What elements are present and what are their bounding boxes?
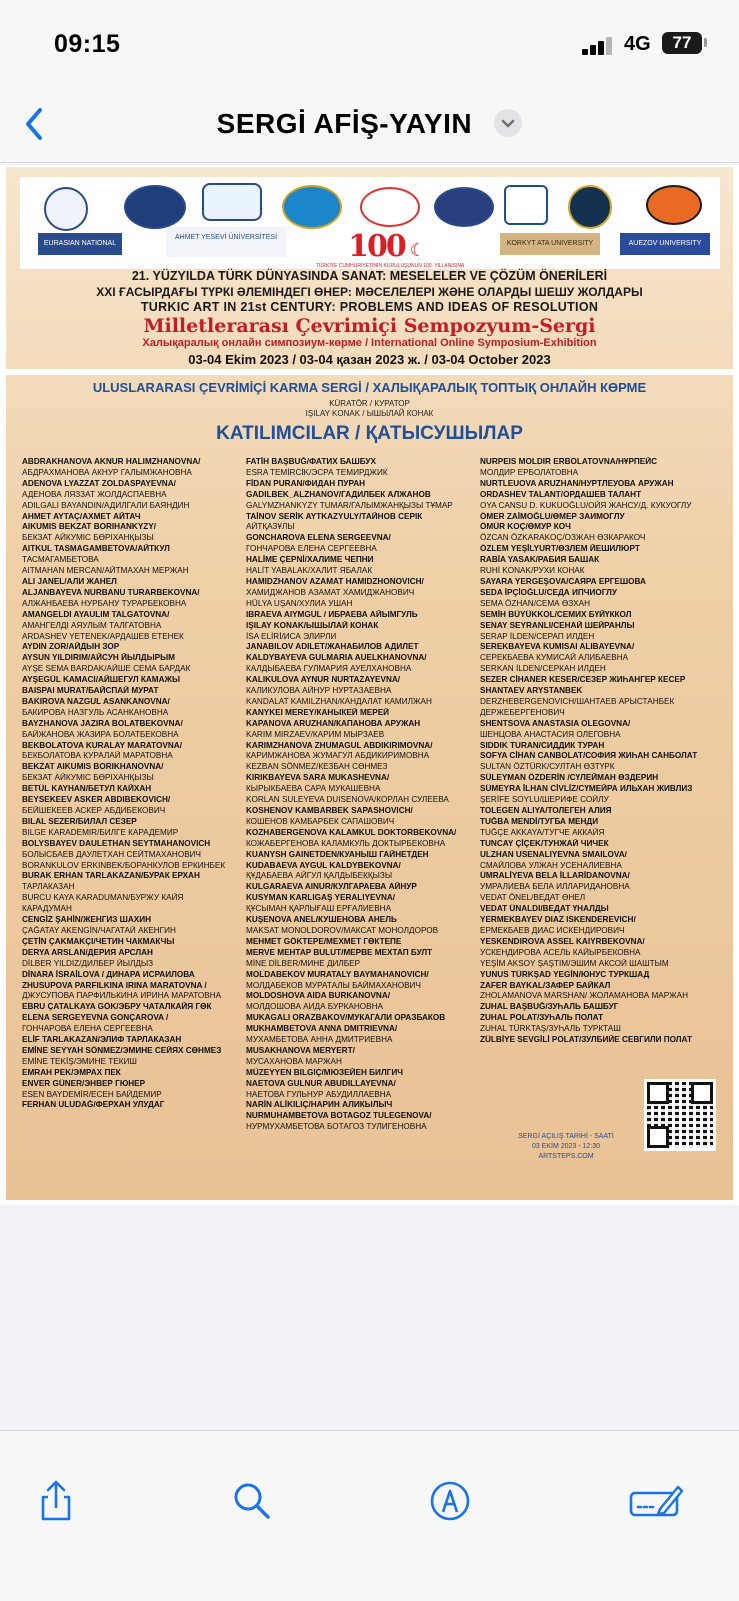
participant-line: КОЖАБЕРГЕНОВА КАЛАМКУЛЬ ДОКТЫРБЕКОВНА xyxy=(246,838,446,848)
participant-line: FİDAN PURAN/ФИДАН ПУРАН xyxy=(246,478,366,488)
participant-line: NARİN ALİKILIÇ/НАРИН АЛИКЫЛЫЧ xyxy=(246,1100,393,1110)
participant-line: ЕРМЕКБАЕВ ДИАС ИСКЕНДИРОВИЧ xyxy=(480,925,625,935)
participant-line: УСКЕНДИРОВА АСЕЛЬ КАЙЫРБЕКОВНА xyxy=(480,947,641,957)
participant-line: BAKIROVA NAZGUL ASANKANOVNA/ xyxy=(22,696,170,706)
participant-line: IBRAEVA AIYMGUL / ИБРАЕВА АЙЫМГУЛЬ xyxy=(246,609,418,619)
auezov-university-logo: AUEZOV UNIVERSITY xyxy=(620,233,710,255)
status-bar xyxy=(0,0,739,90)
battery-icon xyxy=(662,32,702,54)
participant-line: SERAP İLDEN/СЕРАП ИЛДЕН xyxy=(480,631,595,641)
network-type: 4G xyxy=(624,33,651,55)
participant-line: ҚҰСЫМАН ҚАРЛЫҒАШ ЕРҒАЛИЕВНА xyxy=(246,904,392,914)
participant-line: FATİH BAŞBUĞ/ФАТИХ БАШБУХ xyxy=(246,457,376,466)
participant-line: DİLBER YILDIZ/ДИЛБЕР ЙЫЛДЫЗ xyxy=(22,958,154,968)
participant-line: ABDRAKHANOVA AKNUR HALIMZHANOVNA/ xyxy=(22,457,201,466)
participant-line: RABİA YASAK/РАБИЯ БАШАК xyxy=(480,555,600,565)
opening-info-line: 03 EKİM 2023 - 12:30 xyxy=(531,1143,601,1150)
participant-line: ENVER GÜNER/ЭНВЕР ГЮНЕР xyxy=(22,1078,146,1088)
participant-line: ШЕНЦОВА АНАСТАСИЯ ОЛЕГОВНА xyxy=(480,729,621,739)
opening-info xyxy=(506,1132,626,1162)
participant-line: КАЛИКУЛОВА АЙНУР НУРТАЗАЕВНА xyxy=(246,686,392,696)
participant-line: KORLAN SULEYEVA DUISENOVA/КОРЛАН СУЛЕЕВА xyxy=(246,795,449,805)
participant-line: ДЖУСУПОВА ПАРФИЛЬКИНА ИРИНА МАРАТОВНА xyxy=(22,991,222,1001)
participant-line: KALIKULOVA AYNUR NURTAZAYEVNA/ xyxy=(246,675,401,685)
participant-line: KOZHABERGENOVA KALAMKUL DOKTORBEKOVNA/ xyxy=(246,827,457,837)
participant-line: АЙТҚАЗҰЛЫ xyxy=(246,522,295,532)
ahmet-yesevi-label: AHMET YESEVİ ÜNİVERSİTESİ xyxy=(166,227,286,257)
participant-line: SEZER CİHANER KESER/СЕЗЕР ЖИҺАНГЕР КЕСЕР xyxy=(480,675,686,685)
participant-line: KULGARAEVA AINUR/КУЛГАРАЕВА АЙНУР xyxy=(246,882,417,892)
participant-line: KUŞENOVA ANEL/КУШЕНОВА АНЕЛЬ xyxy=(246,915,397,925)
participant-line: İSA ELİRİ/ИСА ЭЛИРЛИ xyxy=(246,631,337,641)
participant-line: TUNCAY ÇİÇEK/ТУНЖАЙ ЧИЧЕК xyxy=(480,838,609,848)
korkyt-ata-label: KORKYT ATA UNIVERSITY xyxy=(500,233,600,255)
participant-line: ÜMRALİYEVA BELA İLLARİDANOVNA/ xyxy=(480,871,630,881)
centenary-emblem: 100 ☾ xyxy=(348,229,426,264)
participant-line: SOFYA CİHAN CANBOLAT/СОФИЯ ЖИҺАН САНБОЛАТ xyxy=(480,751,698,761)
participant-line: СЕРЕКБАЕВА КУМИСАЙ АЛИБАЕВНА xyxy=(480,653,629,663)
participant-line: SÜMEYRA İLHAN CİVLİZ/СҮМЕЙРА ИЛЬХАН ЖИВЛИЗ xyxy=(480,784,693,794)
participant-line: ÖZLEM YEŞİLYURT/ӨЗЛЕМ ЙЕШИЛЮРТ xyxy=(480,544,640,554)
participants-column-3 xyxy=(480,457,724,1046)
participant-line: SEMİH BÜYÜKKOL/СЕМИХ БҮЙҮККОЛ xyxy=(480,609,632,619)
participant-line: SEDA İPÇİOĞLU/СЕДА ИПЧИОГЛУ xyxy=(480,587,618,597)
participant-line: KEZBAN SÖNMEZ/КЕЗБАН СӨНМЕЗ xyxy=(246,762,388,772)
participant-line: KUDABAEVA AYGUL KALDYBEKOVNA/ xyxy=(246,860,401,870)
participant-line: GONCHAROVA ELENA SERGEEVNA/ xyxy=(246,533,391,543)
annotate-button[interactable] xyxy=(628,1479,684,1523)
divider xyxy=(6,369,733,375)
participant-line: BILAL SEZER/БИЛАЛ СЕЗЕР xyxy=(22,816,137,826)
exhibition-heading: ULUSLARARASI ÇEVRİMİÇİ KARMA SERGİ / ХАЛЫҚАРАЛЫҚ ТОПТЫҚ ОНЛАЙН КӨРМЕ xyxy=(92,380,647,395)
eurasian-university-logo: EURASIAN NATIONAL UNIVERSITY xyxy=(38,233,122,255)
participant-line: ELİF TARLAKAZAN/ЭЛИФ ТАРЛАКАЗАН xyxy=(22,1035,182,1045)
participant-line: EMRAH PEK/ЭМРАХ ПЕК xyxy=(22,1067,121,1077)
participant-line: YUNUS TÜRKŞAD YEGİN/ЮНУС ТУРКШАД xyxy=(480,969,650,979)
participant-line: ESRA TEMİRCİK/ЭСРА ТЕМИРДЖИК xyxy=(246,467,388,477)
participant-line: NURPEIS MOLDIR ERBOLATOVNA/НҰРПЕЙС xyxy=(480,457,658,466)
participant-line: SHANTAEV ARYSTANBEK xyxy=(480,686,583,696)
participant-line: KALDYBAYEVA GULMARIA AUELKHANOVNA/ xyxy=(246,653,427,663)
participant-line: MOLDABEKOV MURATALY BAYMAHANOVICH/ xyxy=(246,969,429,979)
participant-line: НУРМУХАМБЕТОВА БОТАГОЗ ТУЛИГЕНОВНА xyxy=(246,1122,427,1132)
participant-line: BURCU KAYA KARADUMAN/БУРЖУ КАЙЯ xyxy=(22,893,184,903)
participant-line: VEDAT ÖNEL/ВЕДАТ ӨНЕЛ xyxy=(480,893,586,903)
participant-line: HÜLYA UŞAN/ХУЛИА УШАН xyxy=(246,598,353,608)
emblem-logo-icon xyxy=(282,185,342,229)
participant-line: MUKAGALI ORAZBAKOV/МУКАГАЛИ ОРАЗБАКОВ xyxy=(246,1013,446,1023)
participant-line: JANABILOV ADILET/ЖАНАБИЛОВ АДИЛЕТ xyxy=(246,642,419,652)
university-logo-icon xyxy=(124,185,186,229)
battery-tip xyxy=(704,38,707,47)
participant-line: KARIM MIRZAEV/КАРИМ МЫРЗАЕВ xyxy=(246,729,385,739)
chevron-down-icon xyxy=(494,109,522,137)
participant-line: ZHOLAMANOVA MARSHAN/ ЖОЛАМАНОВА МАРЖАН xyxy=(480,991,689,1001)
search-icon xyxy=(230,1479,274,1523)
participant-line: МОЛДАБЕКОВ МУРАТАЛЫ БАЙМАХАНОВИЧ xyxy=(246,980,421,990)
participant-line: GALYMZHANKYZY TUMAR/ГАЛЫМЖАНҚЫЗЫ ТҰМАР xyxy=(246,500,453,510)
participant-line: МОЛДОШОВА АИДА БУРКАНОВНА xyxy=(246,1002,383,1012)
participant-line: AIKUMIS BEKZAT BORIHANKYZY/ xyxy=(22,522,157,532)
participants-column-1 xyxy=(22,457,244,1111)
participant-line: ELENA SERGEYEVNA GONÇAROVA / xyxy=(22,1013,169,1023)
markup-button[interactable] xyxy=(428,1479,472,1523)
participant-line: ZUHAL POLAT/ЗУҺАЛЬ ПОЛАТ xyxy=(480,1013,604,1023)
participant-line: SÜLEYMAN ÖZDERİN /СҮЛЕЙМАН ӨЗДЕРИН xyxy=(480,773,659,783)
page-title: SERGİ AFİŞ-YAYIN xyxy=(216,108,473,139)
participant-line: DERYA ARSLAN/ДЕРИЯ АРСЛАН xyxy=(22,947,153,957)
participant-line: AYDIN ZOR/АЙДЫН ЗОР xyxy=(22,642,120,652)
participant-line: TUĞBA MENDİ/ТУГБА МЕНДИ xyxy=(480,816,599,826)
participant-line: AHMET AYTAÇ/АХМЕТ АЙТАЧ xyxy=(22,511,141,521)
participant-line: DİNARA İSRAİLOVA / ДИНАРА ИСРАИЛОВА xyxy=(22,969,195,979)
participant-line: NAETOVA GULNUR ABUDILLAYEVNA/ xyxy=(246,1078,396,1088)
university-logo-icon xyxy=(44,187,88,231)
participant-line: КАЛДЫБАЕВА ГУЛМАРИЯ АУЕЛХАНОВНА xyxy=(246,664,412,674)
opening-info-line: SERGİ AÇILIŞ TARİHİ - SAATİ xyxy=(518,1133,614,1140)
participant-line: MERVE MEHTAP BULUT/МЕРВЕ МЕХТАП БУЛТ xyxy=(246,947,433,957)
participant-line: KOSHENOV KAMBARBEK SAPASHOVICH/ xyxy=(246,806,413,815)
participant-line: NURMUHAMBETOVA BOTAGOZ TULEGENOVA/ xyxy=(246,1111,432,1121)
participant-line: BEKZAT AIKUMIS BORIKHANOVNA/ xyxy=(22,762,164,772)
participant-line: ORDASHEV TALANT/ОРДАШЕВ ТАЛАНТ xyxy=(480,489,642,499)
participant-line: KARIMZHANOVA ZHUMAGUL ABDIKIRIMOVNA/ xyxy=(246,740,433,750)
participant-line: ŞERİFE SOYLU/ШЕРИФЕ СОЙЛУ xyxy=(480,795,609,805)
participant-line: ÇAĞATAY AKENGİN/ЧАГАТАЙ АКЕНГИН xyxy=(22,925,176,935)
participant-line: АБДРАХМАНОВА АКНУР ГАЛЫМЖАНОВНА xyxy=(22,467,192,477)
participant-line: YESKENDIROVA ASSEL KAIYRBEKOVNA/ xyxy=(480,936,645,946)
participant-line: ХАМИДЖАНОВ АЗАМАТ ХАМИДЖАНОВИЧ xyxy=(246,587,415,597)
participant-line: EMİNE SEYYAH SÖNMEZ/ЭМИНЕ СЕЙЯХ СӨНМЕЗ xyxy=(22,1045,222,1055)
participant-line: BAISPAI MURAT/БАЙСПАЙ МУРАТ xyxy=(22,686,159,696)
participant-line: MUKHAMBETOVA ANNA DMITRIEVNA/ xyxy=(246,1024,398,1034)
participant-line: AITKUL TASMAGAMBETOVA/АЙТКУЛ xyxy=(22,544,170,554)
participant-line: IŞILAY KONAK/ЫШЫЛАЙ КОНАК xyxy=(246,620,379,630)
participant-line: MÜZEYYEN BILGIÇ/МЮЗЕЙЕН БИЛГИЧ xyxy=(246,1067,403,1077)
participant-line: АДЕНОВА ЛЯЗЗАТ ЖОЛДАСПАЕВНА xyxy=(22,489,167,499)
participant-line: ÖZCAN ÖZKARAKOÇ/ОЗЖАН ӨЗКАРАКОЧ xyxy=(480,533,646,543)
participant-line: AITMAHAN MERCAN/АЙТМАХАН МЕРЖАН xyxy=(22,566,189,576)
participant-line: AYŞEGÜL KAMACI/АЙШЕГУЛ КАМАЖЫ xyxy=(22,675,180,685)
participant-line: BEYSEKEEV ASKER ABDIBEKOVICH/ xyxy=(22,795,171,805)
participant-line: ГОНЧАРОВА ЕЛЕНА СЕРГЕЕВНА xyxy=(22,1024,153,1034)
event-subtitle: Халықаралық онлайн симпозиум-көрме / International Online Symposium-Exhibition xyxy=(142,337,597,349)
navigation-bar xyxy=(0,90,739,163)
participant-line: ҚҰДАБАЕВА АЙГУЛ ҚАЛДЫБЕКҚЫЗЫ xyxy=(246,871,393,881)
participant-line: CENGİZ ŞAHİN/ЖЕНГИЗ ШАХИН xyxy=(22,915,152,925)
participant-line: KUANYSH GAINETDEN/КУАНЫШ ГАЙНЕТДЕН xyxy=(246,849,429,859)
participant-line: МОЛДИР ЕРБОЛАТОВНА xyxy=(480,467,579,477)
qr-code-icon xyxy=(644,1079,716,1151)
participant-line: ALJANBAYEVA NURBANU TURARBEKOVNA/ xyxy=(22,587,200,597)
participant-line: KIRIKBAYEVA SARA MUKASHEVNA/ xyxy=(246,773,390,783)
participant-line: СМАЙЛОВА УЛЖАН УСЕНАЛИЕВНА xyxy=(480,860,622,870)
participant-line: HAMIDZHANOV AZAMAT HAMIDZHONOVICH/ xyxy=(246,576,424,586)
participant-line: HALİT YABALAK/ХАЛИТ ЯБАЛАК xyxy=(246,566,373,576)
event-dates: 03-04 Ekim 2023 / 03-04 қазан 2023 ж. / 03-04 October 2023 xyxy=(188,352,551,367)
participant-line: ULZHAN USENALIYEVNA SMAILOVA/ xyxy=(480,849,627,859)
participant-line: ZUHAL TÜRKTAŞ/ЗУҺАЛЬ ТУРКТАШ xyxy=(480,1024,621,1034)
participants-heading: KATILIMCILAR / ҚАТЫСУШЫЛАР xyxy=(216,423,523,444)
emblem-logo-icon xyxy=(568,185,612,229)
participant-line: KAPANOVA ARUZHAN/КАПАНОВА АРУЖАН xyxy=(246,718,421,728)
poster-image xyxy=(6,167,733,1200)
status-time: 09:15 xyxy=(54,30,121,58)
participant-line: КОШЕНОВ КАМБАРБЕК САПАШОВИЧ xyxy=(246,816,395,826)
share-button[interactable] xyxy=(34,1479,78,1523)
participant-line: MUSAKHANOVA MERYERT/ xyxy=(246,1045,355,1055)
participant-line: ÖMÜR KOÇ/ӨМУР КОЧ xyxy=(480,522,571,532)
participant-line: БЕЙШЕКЕЕВ АСКЕР АБДИБЕКОВИЧ xyxy=(22,806,166,815)
share-icon xyxy=(34,1479,78,1523)
search-button[interactable] xyxy=(230,1479,274,1523)
opening-info-line: ARTSTEPS.COM xyxy=(538,1153,594,1160)
participant-line: HALİME ÇEPNİ/ХАЛИМЕ ЧЕПНИ xyxy=(246,555,374,565)
participant-line: ESEN BAYDEMİR/ЕСЕН БАЙДЕМИР xyxy=(22,1089,162,1099)
participant-line: KANYKEI MEREY/КАНЫКЕЙ МЕРЕЙ xyxy=(246,707,390,717)
participant-line: NURTLEUOVA ARUZHAN/НУРТЛЕУОВА АРУЖАН xyxy=(480,478,674,488)
participant-line: BOLYSBAYEV DAULETHAN SEYTMAHANOVICH xyxy=(22,838,211,848)
logo-strip xyxy=(20,177,720,269)
bottom-toolbar xyxy=(0,1430,739,1601)
participant-line: БЕКЗАТ АЙКУМІС БӨРІХАНҚЫЗЫ xyxy=(22,773,154,783)
participant-line: БАЙЖАНОВА ЖАЗИРА БОЛАТБЕКОВНА xyxy=(22,729,179,739)
participant-line: ZAFER BAYKAL/ЗАФЕР БАЙКАЛ xyxy=(480,980,611,990)
participant-line: FERHAN ULUDAĞ/ФЕРХАН УЛУДАГ xyxy=(22,1100,165,1110)
participant-line: EBRU ÇATALKAYA GÖK/ЭБРУ ЧАТАЛКАЙЯ ГӨК xyxy=(22,1002,212,1012)
participant-line: YERMEKBAYEV DIAZ ISKENDEREVICH/ xyxy=(480,915,636,925)
participant-line: VEDAT ÜNALDI/ВЕДАТ ҮНАЛДЫ xyxy=(480,904,609,914)
participant-line: ADILGALI BAYANDIN/АДИЛГАЛИ БАЯНДИН xyxy=(22,500,190,510)
participant-line: EMİNE TEKİŞ/ЭМИНЕ ТЕКИШ xyxy=(22,1056,137,1066)
participant-line: MEHMET GÖKTEPE/МЕХМЕТ ГӨКТЕПЕ xyxy=(246,936,402,946)
participant-line: SENAY SEYRANLI/СЕНАЙ ШЕЙРАНЛЫ xyxy=(480,620,635,630)
participant-line: KANDALAT KAMILZHAN/КАНДАЛАТ КАМИЛЖАН xyxy=(246,696,432,706)
participant-line: SAYARA YERGEŞOVA/САЯРА ЕРГЕШОВА xyxy=(480,576,646,586)
annotate-icon xyxy=(628,1479,684,1523)
participant-line: ZHUSUPOVA PARFILKINA IRINA MARATOVNA / xyxy=(22,980,207,990)
participant-line: ÇETİN ÇAKMAKÇI/ЧЕТИН ЧАКМАКЧЫ xyxy=(22,936,175,946)
curator-name: IŞILAY KONAK / ЫШЫЛАЙ КОНАК xyxy=(305,409,434,418)
participant-line: BURAK ERHAN TARLAKAZAN/БУРАК ЕРХАН xyxy=(22,871,200,881)
participant-line: МУСАХАНОВА МАРЖАН xyxy=(246,1056,342,1066)
participant-line: AYŞE SEMA BARDAK/АЙШЕ СЕМА БАРДАК xyxy=(22,664,191,674)
participant-line: BILGE KARADEMIR/БИЛГЕ КАРАДЕМИР xyxy=(22,827,179,837)
participant-line: НАЕТОВА ГУЛЬНУР АБУДИЛЛАЕВНА xyxy=(246,1089,392,1099)
participants-column-2 xyxy=(246,457,478,1133)
participant-line: ARDASHEV YETENEK/АРДАШЕВ ЕТЕНЕК xyxy=(22,631,184,641)
participant-line: АЛЖАНБАЕВА НУРБАНУ ТУРАРБЕКОВНА xyxy=(22,598,187,608)
participant-line: SEREKBAYEVA KUMISAI ALIBAYEVNA/ xyxy=(480,642,635,652)
university-logo-icon xyxy=(360,187,420,227)
participant-line: GADILBEK_ALZHANOV/ГАДИЛБЕК АЛЖАНОВ xyxy=(246,489,431,499)
ahmet-yesevi-logo-icon xyxy=(202,183,262,221)
title-english: TURKIC ART IN 21st CENTURY: PROBLEMS AND IDEAS OF RESOLUTION xyxy=(140,300,599,314)
participant-line: ZÜLBİYE SEVGİLİ POLAT/ЗУЛБИЙЕ СЕВГИЛИ ПОЛАТ xyxy=(480,1035,693,1045)
curator-label: KÜRATÖR / КУРАТОР xyxy=(329,399,410,408)
participant-line: DERZHEBERGENOVICH/ШАНТАЕВ АРЫСТАНБЕК xyxy=(480,696,675,706)
title-turkish: 21. YÜZYILDA TÜRK DÜNYASINDA SANAT: MESELELER VE ÇÖZÜM ÖNERİLERİ xyxy=(131,269,608,283)
participant-line: БАКИРОВА НАЗГУЛЬ АСАНКАНОВНА xyxy=(22,707,169,717)
participant-line: SHENTSOVA ANASTASIA OLEGOVNA/ xyxy=(480,718,631,728)
participant-line: ДЕРЖЕБЕРГЕНОВИЧ xyxy=(480,707,565,717)
participant-line: MOLDOSHOVA AIDA BURKANOVNA/ xyxy=(246,991,391,1001)
participant-line: TUĞÇE AKKAYA/ТУГЧЕ АККАЙЯ xyxy=(480,827,605,837)
participant-line: УМРАЛИЕВА БЕЛА ИЛЛАРИДАНОВНА xyxy=(480,882,630,892)
participant-line: BEKBOLATOVA KURALAY MARATOVNA/ xyxy=(22,740,182,750)
participant-line: AYSUN YILDIRIM/АЙСУН ЙЫЛДЫРЫМ xyxy=(22,653,175,663)
centenary-caption: TÜRKİYE CUMHURİYETİNİN KURULUŞUNUN 100. YILI ANISINA xyxy=(315,263,465,269)
markup-icon xyxy=(428,1479,472,1523)
event-name: Milletlerarası Çevrimiçi Sempozyum-Sergi xyxy=(143,315,596,337)
participant-line: БОЛЫСБАЕВ ДАУЛЕТХАН СЕЙТМАХАНОВИЧ xyxy=(22,849,202,859)
participant-line: TAİNOV SERİK AYTKAZYULY/ТАЙНОВ СЕРІК xyxy=(246,511,423,521)
participant-line: ТАРЛАКАЗАН xyxy=(22,882,75,892)
participant-line: АМАНГЕЛДІ АЯУЛЫМ ТАЛГАТОВНА xyxy=(22,620,162,630)
participant-line: ТАСМАГАМБЕТОВА xyxy=(22,555,99,565)
participant-line: КЫРЫКБАЕВА САРА МУКАШЕВНА xyxy=(246,784,381,794)
participant-line: TOLEGEN ALIYA/ТОЛЕГЕН АЛИЯ xyxy=(480,806,612,815)
participant-line: YEŞİM AKSOY ŞAŞTIM/ЭШИМ АКСОЙ ШАШТЫМ xyxy=(480,958,669,968)
participant-line: MAKSAT MONOLDOROV/МАКСАТ МОНОЛДОРОВ xyxy=(246,925,439,935)
participant-line: KUSYMAN KARLIGAŞ YERALIYEVNA/ xyxy=(246,893,396,903)
participant-line: БЕКБОЛАТОВА КУРАЛАЙ МАРАТОВНА xyxy=(22,751,173,761)
participant-line: МУХАМБЕТОВА АННА ДМИТРИЕВНА xyxy=(246,1035,393,1045)
participant-line: БЕКЗАТ АЙКУМІС БӨРІХАНҚЫЗЫ xyxy=(22,533,154,543)
participant-line: SEMA ÖZHAN/СЕМА ӨЗХАН xyxy=(480,598,591,608)
participant-line: OYA CANSU D. KUKUOĞLU/ОЙЯ ЖАНСУ/Д. КУКУОГЛУ xyxy=(480,500,692,510)
participant-line: BORANKULOV ERKINBEK/БОРАНКУЛОВ ЕРКИНБЕК xyxy=(22,860,226,870)
participant-line: SERKAN İLDEN/СЕРКАН ИЛДЕН xyxy=(480,664,606,674)
participant-line: SULTAN ÖZTÜRK/СУЛТАН ӨЗТҮРК xyxy=(480,762,615,772)
university-logo-icon xyxy=(434,187,494,227)
title-kazakh: XXI ҒАСЫРДАҒЫ ТҮРКІ ӘЛЕМІНДЕГІ ӨНЕР: МӘСЕЛЕЛЕРІ ЖӘНЕ ОЛАРДЫ ШЕШУ ЖОЛДАРЫ xyxy=(96,285,643,299)
participant-line: ГОНЧАРОВА ЕЛЕНА СЕРГЕЕВНА xyxy=(246,544,377,554)
cellular-signal-icon xyxy=(582,37,616,55)
participant-line: MİNE DİLBER/МИНЕ ДИЛБЕР xyxy=(246,958,361,968)
image-viewer[interactable] xyxy=(0,165,739,1205)
participant-line: ADENOVA LYAZZAT ZOLDASPAYEVNA/ xyxy=(22,478,176,488)
participant-line: ALI JANEL/АЛИ ЖАНЕЛ xyxy=(22,576,117,586)
participant-line: AMANGELDI AYAULIM TALGATOVNA/ xyxy=(22,609,170,619)
participant-line: КАРАДУМАН xyxy=(22,904,72,914)
battery-level: 77 xyxy=(672,33,692,52)
university-logo-icon xyxy=(646,185,702,225)
centenary-number: 100 xyxy=(348,229,405,264)
participant-line: RUHİ KONAK/РУХИ КОНАК xyxy=(480,566,585,576)
participant-line: ÖMER ZAİMOĞLU/ӨМЕР ЗАИМОГЛУ xyxy=(480,511,625,521)
participant-line: BAYZHANOVA JAZIRA BOLATBEKOVNA/ xyxy=(22,718,183,728)
korkyt-ata-logo-icon xyxy=(504,185,548,225)
participant-line: ZUHAL BAŞBUĞ/ЗУҺАЛЬ БАШБУГ xyxy=(480,1002,619,1012)
participant-line: КАРИМЖАНОВА ЖУМАГУЛ АБДИКИРИМОВНА xyxy=(246,751,430,761)
title-menu-button[interactable] xyxy=(0,108,739,140)
participant-line: SIDDIK TURAN/СИДДИК ТУРАН xyxy=(480,740,605,750)
participant-line: BETÜL KAYHAN/БЕТУЛ КАЙХАН xyxy=(22,784,152,794)
